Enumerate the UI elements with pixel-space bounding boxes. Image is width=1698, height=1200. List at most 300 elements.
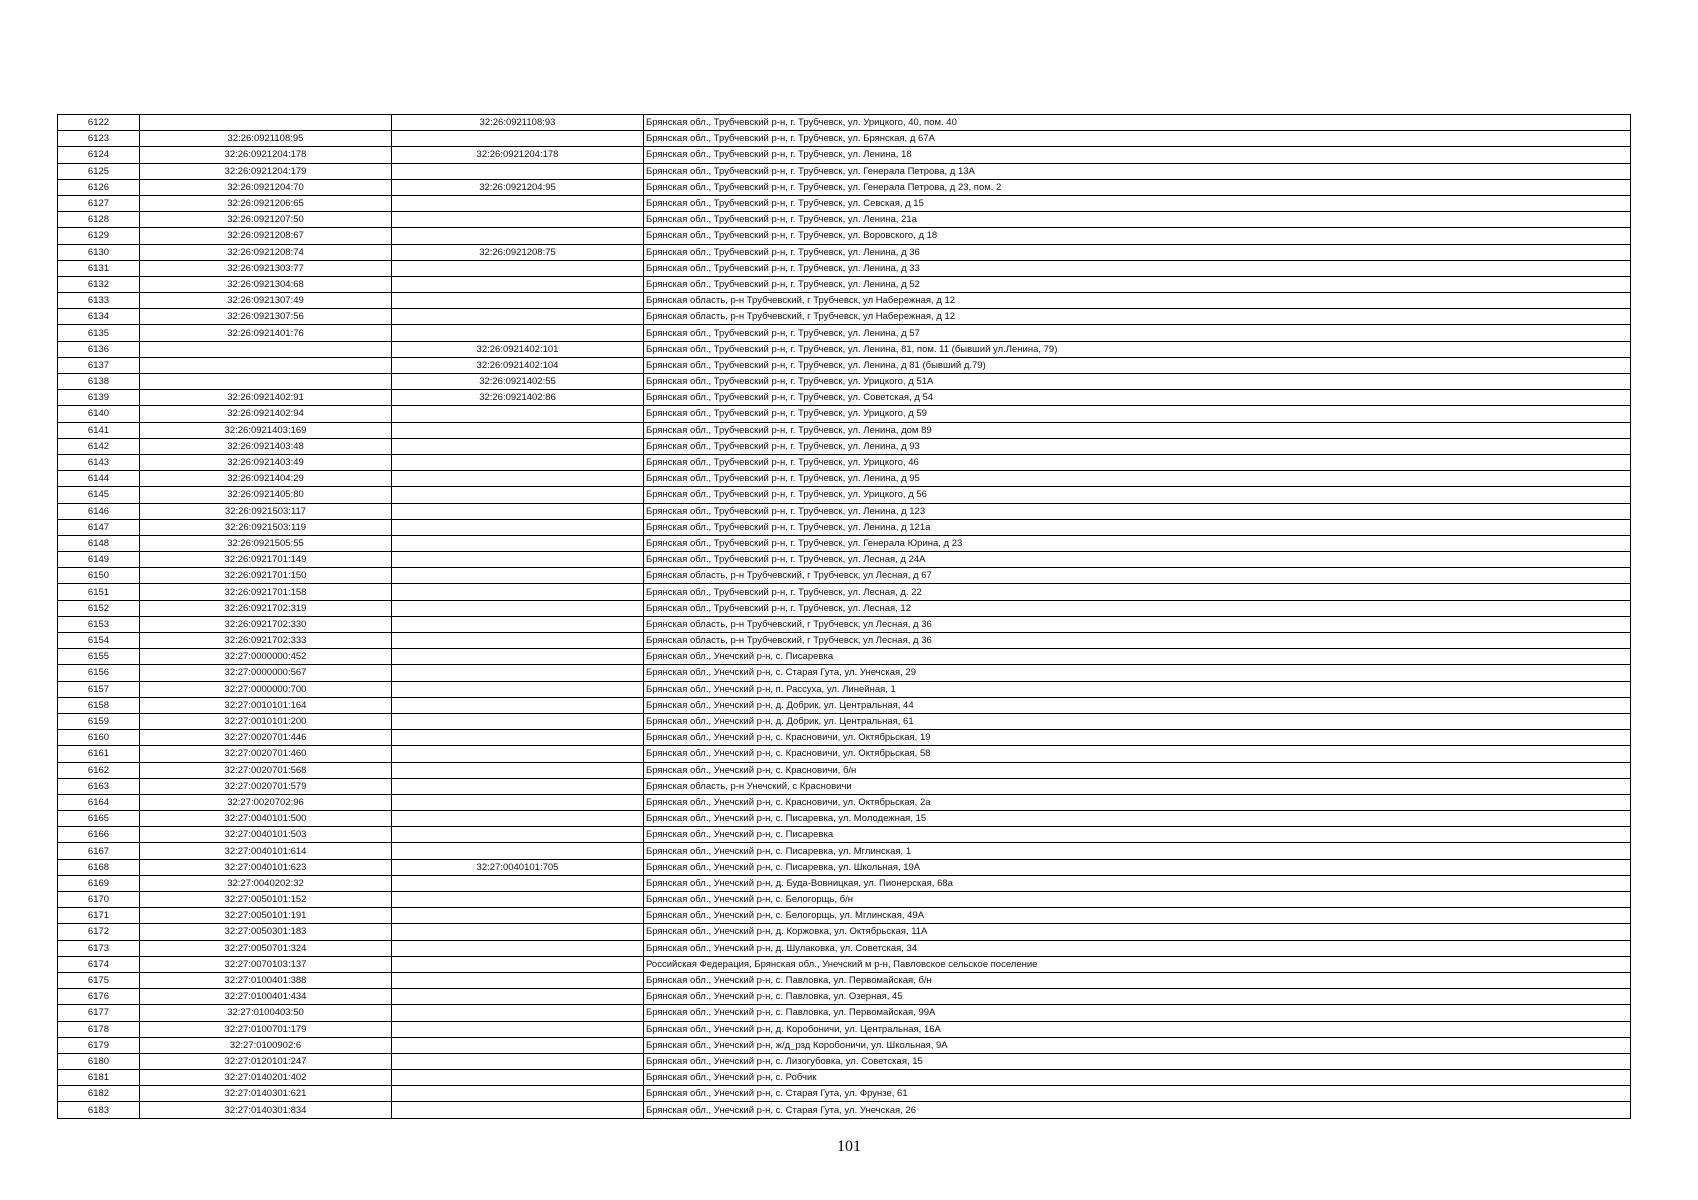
table-row [58, 195, 1631, 211]
table-row [58, 697, 1631, 713]
address-cell: Брянская обл., Трубчевский р-н, г. Трубчевск, ул. Ленина, д 36 [644, 244, 1631, 260]
table-row [58, 584, 1631, 600]
row-number-cell: 6153 [58, 616, 140, 632]
cadastral-number-cell: 32:27:0120101:247 [140, 1053, 392, 1069]
address-cell: Брянская обл., Трубчевский р-н, г. Трубчевск, ул. Лесная, д 24А [644, 552, 1631, 568]
table-row [58, 568, 1631, 584]
address-cell: Брянская обл., Трубчевский р-н, г. Трубчевск, ул. Урицкого, д 59 [644, 406, 1631, 422]
related-cadastral-number-cell [392, 228, 644, 244]
cadastral-number-cell: 32:27:0020701:579 [140, 778, 392, 794]
cadastral-number-cell: 32:26:0921206:65 [140, 195, 392, 211]
table-row [58, 341, 1631, 357]
table-row [58, 293, 1631, 309]
row-number-cell: 6145 [58, 487, 140, 503]
cadastral-number-cell: 32:26:0921701:150 [140, 568, 392, 584]
row-number-cell: 6126 [58, 179, 140, 195]
row-number-cell: 6142 [58, 438, 140, 454]
address-cell: Брянская обл., Унечский р-н, с. Павловка, ул. Первомайская, 99А [644, 1005, 1631, 1021]
cadastral-number-cell: 32:26:0921404:29 [140, 471, 392, 487]
cadastral-number-cell: 32:26:0921503:117 [140, 503, 392, 519]
table-row [58, 713, 1631, 729]
table-row [58, 115, 1631, 131]
cadastral-number-cell: 32:26:0921402:94 [140, 406, 392, 422]
address-cell: Брянская обл., Трубчевский р-н, г. Трубчевск, ул. Ленина, д 33 [644, 260, 1631, 276]
property-table [57, 114, 1631, 1119]
cadastral-number-cell: 32:26:0921304:68 [140, 276, 392, 292]
row-number-cell: 6177 [58, 1005, 140, 1021]
related-cadastral-number-cell [392, 503, 644, 519]
table-row [58, 503, 1631, 519]
cadastral-number-cell: 32:26:0921701:158 [140, 584, 392, 600]
cadastral-number-cell: 32:26:0921204:178 [140, 147, 392, 163]
row-number-cell: 6125 [58, 163, 140, 179]
address-cell: Брянская обл., Унечский р-н, с. Лизогубовка, ул. Советская, 15 [644, 1053, 1631, 1069]
table-row [58, 875, 1631, 891]
cadastral-number-cell [140, 341, 392, 357]
table-row [58, 633, 1631, 649]
address-cell: Брянская обл., Трубчевский р-н, г. Трубчевск, ул. Ленина, 18 [644, 147, 1631, 163]
table-row [58, 794, 1631, 810]
address-cell: Брянская обл., Унечский р-н, с. Писаревка, ул. Школьная, 19А [644, 859, 1631, 875]
row-number-cell: 6168 [58, 859, 140, 875]
table-row [58, 811, 1631, 827]
related-cadastral-number-cell [392, 616, 644, 632]
row-number-cell: 6167 [58, 843, 140, 859]
table-row [58, 1005, 1631, 1021]
row-number-cell: 6131 [58, 260, 140, 276]
row-number-cell: 6151 [58, 584, 140, 600]
table-row [58, 1037, 1631, 1053]
table-row [58, 827, 1631, 843]
related-cadastral-number-cell: 32:26:0921402:86 [392, 390, 644, 406]
related-cadastral-number-cell [392, 762, 644, 778]
row-number-cell: 6163 [58, 778, 140, 794]
row-number-cell: 6174 [58, 956, 140, 972]
cadastral-number-cell: 32:27:0040202:32 [140, 875, 392, 891]
related-cadastral-number-cell: 32:26:0921402:104 [392, 357, 644, 373]
related-cadastral-number-cell [392, 989, 644, 1005]
row-number-cell: 6170 [58, 892, 140, 908]
table-row [58, 746, 1631, 762]
related-cadastral-number-cell [392, 260, 644, 276]
cadastral-number-cell: 32:26:0921307:56 [140, 309, 392, 325]
address-cell: Брянская область, р-н Трубчевский, г Трубчевск, ул Лесная, д 36 [644, 633, 1631, 649]
row-number-cell: 6128 [58, 212, 140, 228]
cadastral-number-cell: 32:27:0070103:137 [140, 956, 392, 972]
address-cell: Брянская обл., Унечский р-н, с. Павловка, ул. Первомайская, б/н [644, 972, 1631, 988]
table-row [58, 1021, 1631, 1037]
table-row [58, 859, 1631, 875]
cadastral-number-cell: 32:27:0140301:621 [140, 1086, 392, 1102]
row-number-cell: 6136 [58, 341, 140, 357]
row-number-cell: 6173 [58, 940, 140, 956]
related-cadastral-number-cell [392, 956, 644, 972]
row-number-cell: 6150 [58, 568, 140, 584]
cadastral-number-cell: 32:26:0921702:333 [140, 633, 392, 649]
related-cadastral-number-cell: 32:26:0921402:55 [392, 374, 644, 390]
related-cadastral-number-cell [392, 519, 644, 535]
cadastral-number-cell: 32:26:0921403:169 [140, 422, 392, 438]
related-cadastral-number-cell [392, 681, 644, 697]
address-cell: Брянская обл., Трубчевский р-н, г. Трубчевск, ул. Ленина, д 93 [644, 438, 1631, 454]
table-row [58, 665, 1631, 681]
address-cell: Брянская обл., Трубчевский р-н, г. Трубчевск, ул. Ленина, д 95 [644, 471, 1631, 487]
row-number-cell: 6140 [58, 406, 140, 422]
related-cadastral-number-cell [392, 875, 644, 891]
address-cell: Брянская обл., Унечский р-н, д. Буда-Вовницкая, ул. Пионерская, 68а [644, 875, 1631, 891]
table-row [58, 179, 1631, 195]
cadastral-number-cell: 32:27:0100401:388 [140, 972, 392, 988]
table-row [58, 471, 1631, 487]
cadastral-number-cell: 32:26:0921403:48 [140, 438, 392, 454]
cadastral-number-cell: 32:26:0921307:49 [140, 293, 392, 309]
address-cell: Брянская обл., Унечский р-н, д. Коржовка, ул. Октябрьская, 11А [644, 924, 1631, 940]
table-row [58, 649, 1631, 665]
address-cell: Брянская обл., Унечский р-н, с. Писаревка [644, 649, 1631, 665]
address-cell: Брянская обл., Унечский р-н, с. Красновичи, ул. Октябрьская, 2а [644, 794, 1631, 810]
cadastral-number-cell: 32:26:0921503:119 [140, 519, 392, 535]
related-cadastral-number-cell: 32:26:0921208:75 [392, 244, 644, 260]
related-cadastral-number-cell [392, 131, 644, 147]
address-cell: Брянская обл., Трубчевский р-н, г. Трубчевск, ул. Ленина, д 123 [644, 503, 1631, 519]
related-cadastral-number-cell [392, 746, 644, 762]
cadastral-number-cell: 32:26:0921702:330 [140, 616, 392, 632]
row-number-cell: 6143 [58, 454, 140, 470]
row-number-cell: 6165 [58, 811, 140, 827]
page-number: 101 [837, 1138, 861, 1155]
cadastral-number-cell [140, 374, 392, 390]
cadastral-number-cell: 32:26:0921401:76 [140, 325, 392, 341]
row-number-cell: 6133 [58, 293, 140, 309]
cadastral-number-cell: 32:26:0921208:74 [140, 244, 392, 260]
table-row [58, 972, 1631, 988]
related-cadastral-number-cell [392, 972, 644, 988]
address-cell: Брянская обл., Трубчевский р-н, г. Трубчевск, ул. Ленина, дом 89 [644, 422, 1631, 438]
address-cell: Брянская обл., Трубчевский р-н, г. Трубчевск, ул. Ленина, 21а [644, 212, 1631, 228]
cadastral-number-cell: 32:27:0000000:700 [140, 681, 392, 697]
related-cadastral-number-cell [392, 293, 644, 309]
address-cell: Брянская обл., Унечский р-н, с. Красновичи, б/н [644, 762, 1631, 778]
cadastral-number-cell: 32:27:0010101:200 [140, 713, 392, 729]
cadastral-number-cell: 32:27:0020701:568 [140, 762, 392, 778]
address-cell: Брянская область, р-н Трубчевский, г Трубчевск, ул Лесная, д 67 [644, 568, 1631, 584]
related-cadastral-number-cell [392, 600, 644, 616]
address-cell: Брянская обл., Унечский р-н, с. Писаревка, ул. Молодежная, 15 [644, 811, 1631, 827]
cadastral-number-cell: 32:26:0921402:91 [140, 390, 392, 406]
table-row [58, 989, 1631, 1005]
cadastral-number-cell: 32:27:0100902:6 [140, 1037, 392, 1053]
address-cell: Брянская обл., Трубчевский р-н, г. Трубчевск, ул. Урицкого, 40, пом. 40 [644, 115, 1631, 131]
related-cadastral-number-cell [392, 730, 644, 746]
row-number-cell: 6149 [58, 552, 140, 568]
table-row [58, 1053, 1631, 1069]
cadastral-number-cell: 32:27:0050101:152 [140, 892, 392, 908]
cadastral-number-cell: 32:27:0000000:567 [140, 665, 392, 681]
cadastral-number-cell: 32:27:0100403:50 [140, 1005, 392, 1021]
address-cell: Брянская обл., Унечский р-н, с. Писаревка, ул. Мглинская, 1 [644, 843, 1631, 859]
table-row [58, 454, 1631, 470]
related-cadastral-number-cell [392, 163, 644, 179]
row-number-cell: 6169 [58, 875, 140, 891]
row-number-cell: 6176 [58, 989, 140, 1005]
table-row [58, 1070, 1631, 1086]
row-number-cell: 6139 [58, 390, 140, 406]
table-row [58, 892, 1631, 908]
cadastral-number-cell: 32:26:0921702:319 [140, 600, 392, 616]
row-number-cell: 6179 [58, 1037, 140, 1053]
cadastral-number-cell: 32:26:0921204:70 [140, 179, 392, 195]
address-cell: Брянская обл., Унечский р-н, с. Робчик [644, 1070, 1631, 1086]
address-cell: Брянская обл., Трубчевский р-н, г. Трубчевск, ул. Генерала Петрова, д 13А [644, 163, 1631, 179]
table-row [58, 778, 1631, 794]
table-row [58, 552, 1631, 568]
related-cadastral-number-cell [392, 697, 644, 713]
row-number-cell: 6159 [58, 713, 140, 729]
related-cadastral-number-cell [392, 811, 644, 827]
row-number-cell: 6137 [58, 357, 140, 373]
address-cell: Брянская обл., Трубчевский р-н, г. Трубчевск, ул. Ленина, д 57 [644, 325, 1631, 341]
address-cell: Брянская обл., Трубчевский р-н, г. Трубчевск, ул. Брянская, д 67А [644, 131, 1631, 147]
table-row [58, 147, 1631, 163]
related-cadastral-number-cell [392, 195, 644, 211]
related-cadastral-number-cell [392, 454, 644, 470]
table-row [58, 762, 1631, 778]
table-row [58, 260, 1631, 276]
related-cadastral-number-cell [392, 309, 644, 325]
related-cadastral-number-cell [392, 584, 644, 600]
related-cadastral-number-cell [392, 487, 644, 503]
cadastral-number-cell: 32:27:0050301:183 [140, 924, 392, 940]
related-cadastral-number-cell [392, 778, 644, 794]
related-cadastral-number-cell [392, 940, 644, 956]
table-row [58, 390, 1631, 406]
table-body [58, 115, 1631, 1119]
table-row [58, 908, 1631, 924]
row-number-cell: 6158 [58, 697, 140, 713]
related-cadastral-number-cell [392, 843, 644, 859]
row-number-cell: 6162 [58, 762, 140, 778]
cadastral-number-cell: 32:27:0010101:164 [140, 697, 392, 713]
table-row [58, 325, 1631, 341]
address-cell: Брянская обл., Трубчевский р-н, г. Трубчевск, ул. Севская, д 15 [644, 195, 1631, 211]
cadastral-number-cell: 32:26:0921303:77 [140, 260, 392, 276]
cadastral-number-cell [140, 115, 392, 131]
table-row [58, 131, 1631, 147]
address-cell: Брянская обл., Трубчевский р-н, г. Трубчевск, ул. Урицкого, д 56 [644, 487, 1631, 503]
address-cell: Брянская область, р-н Трубчевский, г Трубчевск, ул Лесная, д 36 [644, 616, 1631, 632]
table-row [58, 422, 1631, 438]
related-cadastral-number-cell [392, 827, 644, 843]
related-cadastral-number-cell [392, 1053, 644, 1069]
related-cadastral-number-cell [392, 649, 644, 665]
table-row [58, 956, 1631, 972]
related-cadastral-number-cell [392, 1005, 644, 1021]
row-number-cell: 6178 [58, 1021, 140, 1037]
cadastral-number-cell: 32:27:0100701:179 [140, 1021, 392, 1037]
related-cadastral-number-cell [392, 535, 644, 551]
related-cadastral-number-cell [392, 552, 644, 568]
table-row [58, 163, 1631, 179]
row-number-cell: 6141 [58, 422, 140, 438]
address-cell: Брянская обл., Трубчевский р-н, г. Трубчевск, ул. Ленина, 81, пом. 11 (бывший ул.Ленина, 79) [644, 341, 1631, 357]
table-row [58, 843, 1631, 859]
row-number-cell: 6148 [58, 535, 140, 551]
table-row [58, 535, 1631, 551]
related-cadastral-number-cell: 32:26:0921204:178 [392, 147, 644, 163]
cadastral-number-cell: 32:27:0050701:324 [140, 940, 392, 956]
related-cadastral-number-cell [392, 568, 644, 584]
row-number-cell: 6124 [58, 147, 140, 163]
cadastral-number-cell: 32:27:0040101:500 [140, 811, 392, 827]
table-row [58, 357, 1631, 373]
table-row [58, 1086, 1631, 1102]
address-cell: Брянская обл., Унечский р-н, д. Коробоничи, ул. Центральная, 16А [644, 1021, 1631, 1037]
row-number-cell: 6183 [58, 1102, 140, 1118]
related-cadastral-number-cell [392, 422, 644, 438]
address-cell: Брянская область, р-н Трубчевский, г Трубчевск, ул Набережная, д 12 [644, 293, 1631, 309]
address-cell: Брянская обл., Унечский р-н, д. Шулаковка, ул. Советская, 34 [644, 940, 1631, 956]
cadastral-number-cell: 32:27:0020702:96 [140, 794, 392, 810]
table-row [58, 309, 1631, 325]
address-cell: Брянская область, р-н Трубчевский, г Трубчевск, ул Набережная, д 12 [644, 309, 1631, 325]
related-cadastral-number-cell [392, 325, 644, 341]
table-row [58, 228, 1631, 244]
table-row [58, 600, 1631, 616]
row-number-cell: 6175 [58, 972, 140, 988]
row-number-cell: 6152 [58, 600, 140, 616]
row-number-cell: 6155 [58, 649, 140, 665]
related-cadastral-number-cell [392, 1037, 644, 1053]
table-row [58, 681, 1631, 697]
table-row [58, 212, 1631, 228]
row-number-cell: 6122 [58, 115, 140, 131]
row-number-cell: 6171 [58, 908, 140, 924]
cadastral-number-cell: 32:27:0040101:623 [140, 859, 392, 875]
cadastral-number-cell: 32:27:0040101:503 [140, 827, 392, 843]
address-cell: Брянская обл., Унечский р-н, с. Павловка, ул. Озерная, 45 [644, 989, 1631, 1005]
address-cell: Российская Федерация, Брянская обл., Унечский м р-н, Павловское сельское поселение [644, 956, 1631, 972]
row-number-cell: 6182 [58, 1086, 140, 1102]
related-cadastral-number-cell [392, 1021, 644, 1037]
table-row [58, 924, 1631, 940]
table-row [58, 374, 1631, 390]
address-cell: Брянская обл., Трубчевский р-н, г. Трубчевск, ул. Урицкого, 46 [644, 454, 1631, 470]
address-cell: Брянская обл., Унечский р-н, с. Старая Гута, ул. Унечская, 26 [644, 1102, 1631, 1118]
row-number-cell: 6172 [58, 924, 140, 940]
related-cadastral-number-cell: 32:26:0921204:95 [392, 179, 644, 195]
address-cell: Брянская обл., Унечский р-н, п. Рассуха, ул. Линейная, 1 [644, 681, 1631, 697]
cadastral-number-cell: 32:26:0921204:179 [140, 163, 392, 179]
cadastral-number-cell: 32:26:0921403:49 [140, 454, 392, 470]
row-number-cell: 6135 [58, 325, 140, 341]
related-cadastral-number-cell [392, 1086, 644, 1102]
table-row [58, 730, 1631, 746]
table-row [58, 1102, 1631, 1118]
table-row [58, 438, 1631, 454]
address-cell: Брянская обл., Унечский р-н, д. Добрик, ул. Центральная, 44 [644, 697, 1631, 713]
related-cadastral-number-cell [392, 1070, 644, 1086]
address-cell: Брянская обл., Унечский р-н, с. Белогорщь, б/н [644, 892, 1631, 908]
address-cell: Брянская обл., Унечский р-н, с. Красновичи, ул. Октябрьская, 19 [644, 730, 1631, 746]
row-number-cell: 6127 [58, 195, 140, 211]
address-cell: Брянская обл., Унечский р-н, ж/д_рзд Коробоничи, ул. Школьная, 9А [644, 1037, 1631, 1053]
row-number-cell: 6160 [58, 730, 140, 746]
row-number-cell: 6147 [58, 519, 140, 535]
cadastral-number-cell: 32:26:0921505:55 [140, 535, 392, 551]
related-cadastral-number-cell [392, 908, 644, 924]
row-number-cell: 6123 [58, 131, 140, 147]
address-cell: Брянская обл., Унечский р-н, с. Красновичи, ул. Октябрьская, 58 [644, 746, 1631, 762]
row-number-cell: 6138 [58, 374, 140, 390]
table-row [58, 487, 1631, 503]
address-cell: Брянская обл., Унечский р-н, с. Писаревка [644, 827, 1631, 843]
related-cadastral-number-cell [392, 1102, 644, 1118]
address-cell: Брянская обл., Трубчевский р-н, г. Трубчевск, ул. Советская, д 54 [644, 390, 1631, 406]
cadastral-number-cell [140, 357, 392, 373]
address-cell: Брянская обл., Трубчевский р-н, г. Трубчевск, ул. Генерала Юрина, д 23 [644, 535, 1631, 551]
cadastral-number-cell: 32:27:0040101:614 [140, 843, 392, 859]
address-cell: Брянская область, р-н Унечский, с Красновичи [644, 778, 1631, 794]
row-number-cell: 6181 [58, 1070, 140, 1086]
related-cadastral-number-cell [392, 794, 644, 810]
cadastral-number-cell: 32:27:0100401:434 [140, 989, 392, 1005]
cadastral-number-cell: 32:27:0020701:460 [140, 746, 392, 762]
cadastral-number-cell: 32:27:0000000:452 [140, 649, 392, 665]
table-row [58, 519, 1631, 535]
related-cadastral-number-cell: 32:26:0921108:93 [392, 115, 644, 131]
related-cadastral-number-cell [392, 633, 644, 649]
row-number-cell: 6164 [58, 794, 140, 810]
table-row [58, 616, 1631, 632]
address-cell: Брянская обл., Унечский р-н, с. Белогорщь, ул. Мглинская, 49А [644, 908, 1631, 924]
address-cell: Брянская обл., Унечский р-н, д. Добрик, ул. Центральная, 61 [644, 713, 1631, 729]
related-cadastral-number-cell [392, 892, 644, 908]
related-cadastral-number-cell [392, 438, 644, 454]
row-number-cell: 6132 [58, 276, 140, 292]
address-cell: Брянская обл., Трубчевский р-н, г. Трубчевск, ул. Генерала Петрова, д 23, пом. 2 [644, 179, 1631, 195]
related-cadastral-number-cell [392, 924, 644, 940]
row-number-cell: 6130 [58, 244, 140, 260]
cadastral-number-cell: 32:26:0921207:50 [140, 212, 392, 228]
row-number-cell: 6144 [58, 471, 140, 487]
table-row [58, 276, 1631, 292]
table-row [58, 940, 1631, 956]
related-cadastral-number-cell [392, 276, 644, 292]
related-cadastral-number-cell [392, 471, 644, 487]
address-cell: Брянская обл., Трубчевский р-н, г. Трубчевск, ул. Ленина, д 121а [644, 519, 1631, 535]
cadastral-number-cell: 32:26:0921405:80 [140, 487, 392, 503]
related-cadastral-number-cell: 32:26:0921402:101 [392, 341, 644, 357]
address-cell: Брянская обл., Трубчевский р-н, г. Трубчевск, ул. Ленина, д 81 (бывший д.79) [644, 357, 1631, 373]
address-cell: Брянская обл., Трубчевский р-н, г. Трубчевск, ул. Урицкого, д 51А [644, 374, 1631, 390]
related-cadastral-number-cell [392, 212, 644, 228]
row-number-cell: 6146 [58, 503, 140, 519]
address-cell: Брянская обл., Трубчевский р-н, г. Трубчевск, ул. Лесная, д. 22 [644, 584, 1631, 600]
cadastral-number-cell: 32:26:0921701:149 [140, 552, 392, 568]
cadastral-number-cell: 32:27:0050101:191 [140, 908, 392, 924]
row-number-cell: 6166 [58, 827, 140, 843]
cadastral-number-cell: 32:27:0020701:446 [140, 730, 392, 746]
address-cell: Брянская обл., Унечский р-н, с. Старая Гута, ул. Унечская, 29 [644, 665, 1631, 681]
row-number-cell: 6180 [58, 1053, 140, 1069]
row-number-cell: 6129 [58, 228, 140, 244]
table-row [58, 244, 1631, 260]
row-number-cell: 6154 [58, 633, 140, 649]
related-cadastral-number-cell [392, 406, 644, 422]
cadastral-number-cell: 32:26:0921108:95 [140, 131, 392, 147]
address-cell: Брянская обл., Трубчевский р-н, г. Трубчевск, ул. Воровского, д 18 [644, 228, 1631, 244]
row-number-cell: 6134 [58, 309, 140, 325]
